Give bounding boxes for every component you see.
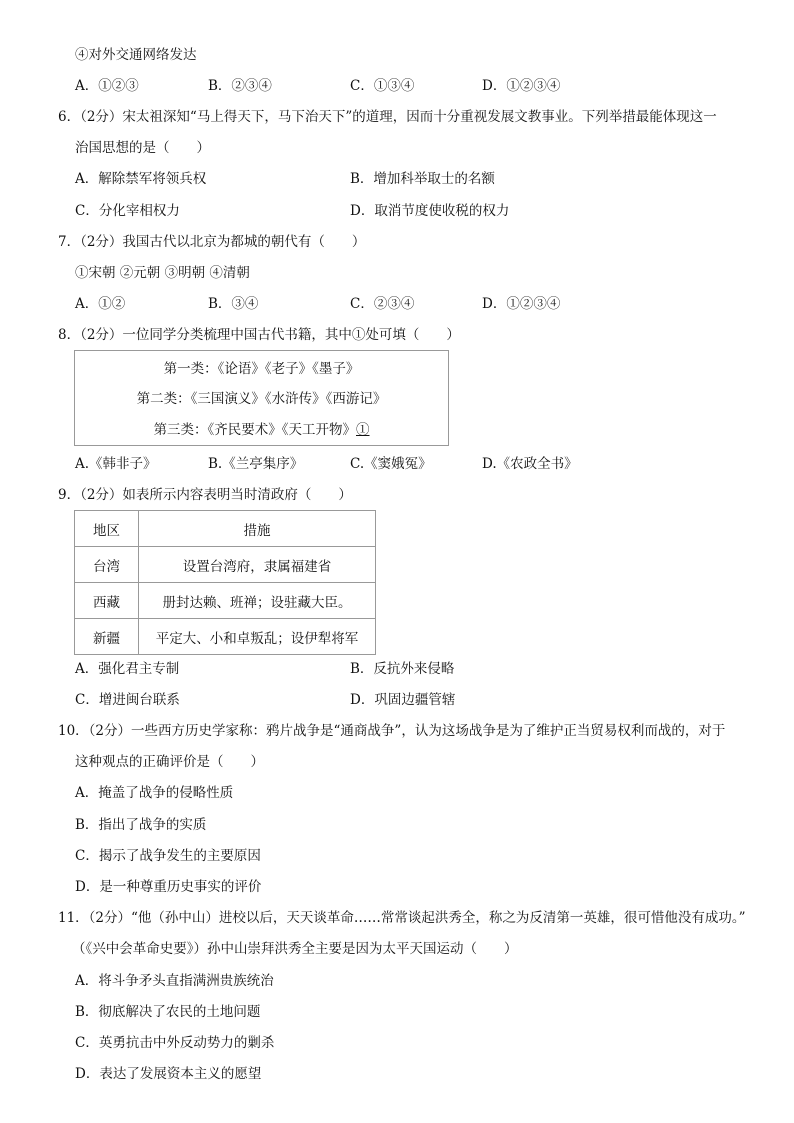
q8-blank-marker: ① xyxy=(356,422,370,438)
table-cell-measure: 设置台湾府，隶属福建省 xyxy=(139,547,376,583)
q7-stem: 7．（2分）我国古代以北京为都城的朝代有（ ） xyxy=(58,234,366,250)
q10-stem-line-2: 这种观点的正确评价是（ ） xyxy=(75,754,264,770)
q5-option-d: D．①②③④ xyxy=(482,78,561,94)
table-cell-measure: 平定大、小和卓叛乱；设伊犁将军 xyxy=(139,619,376,655)
q8-option-d: D.《农政全书》 xyxy=(482,456,578,472)
q9-stem: 9．（2分）如表所示内容表明当时清政府（ ） xyxy=(58,487,352,503)
q10-option-d: D．是一种尊重历史事实的评价 xyxy=(75,879,262,895)
q7-option-d: D．①②③④ xyxy=(482,296,561,312)
table-row xyxy=(75,547,376,583)
q9-option-d: D．巩固边疆管辖 xyxy=(350,692,456,708)
q8-category-2: 第二类：《三国演义》《水浒传》《西游记》 xyxy=(136,391,387,407)
q9-option-a: A．强化君主专制 xyxy=(75,661,180,677)
q6-stem-line-2: 治国思想的是（ ） xyxy=(75,140,210,156)
q7-option-c: C．②③④ xyxy=(350,296,415,312)
table-cell-region: 西藏 xyxy=(75,583,139,619)
q9-option-b: B．反抗外来侵略 xyxy=(350,661,455,677)
q7-option-a: A．①② xyxy=(75,296,126,312)
q8-option-a: A.《韩非子》 xyxy=(75,456,157,472)
q9-option-c: C．增进闽台联系 xyxy=(75,692,180,708)
q6-option-c: C．分化宰相权力 xyxy=(75,203,180,219)
table-cell-region: 台湾 xyxy=(75,547,139,583)
q6-option-a: A．解除禁军将领兵权 xyxy=(75,171,207,187)
q11-option-a: A．将斗争矛头直指满洲贵族统治 xyxy=(75,973,274,989)
table-header-measure: 措施 xyxy=(139,511,376,547)
table-header-row xyxy=(75,511,376,547)
q5-option-b: B．②③④ xyxy=(208,78,272,94)
q8-option-c: C.《窦娥冤》 xyxy=(350,456,432,472)
q5-option-c: C．①③④ xyxy=(350,78,415,94)
q9-policy-table xyxy=(74,510,376,655)
table-header-region: 地区 xyxy=(75,511,139,547)
q11-option-d: D．表达了发展资本主义的愿望 xyxy=(75,1066,262,1082)
q6-stem-line-1: 6．（2分）宋太祖深知“马上得天下，马下治天下”的道理，因而十分重视发展文教事业。下列举措最能体现这一 xyxy=(58,109,717,125)
q8-stem: 8．（2分）一位同学分类梳理中国古代书籍，其中①处可填（ ） xyxy=(58,327,460,343)
q5-option-a: A．①②③ xyxy=(75,78,139,94)
q11-option-c: C．英勇抗击中外反动势力的剿杀 xyxy=(75,1035,275,1051)
q8-category-3-row xyxy=(75,420,448,440)
q6-option-b: B．增加科举取士的名额 xyxy=(350,171,495,187)
table-row xyxy=(75,583,376,619)
q11-stem-line-2: （《兴中会革命史要》）孙中山崇拜洪秀全主要是因为太平天国运动（ ） xyxy=(72,941,518,957)
q10-option-a: A．掩盖了战争的侵略性质 xyxy=(75,785,234,801)
q6-option-d: D．取消节度使收税的权力 xyxy=(350,203,510,219)
q8-category-3: 第三类：《齐民要术》《天工开物》 xyxy=(153,422,356,438)
q10-stem-line-1: 10．（2分）一些西方历史学家称：鸦片战争是“通商战争”，认为这场战争是为了维护正当贸易权利而战的，对于 xyxy=(58,723,726,739)
q7-option-b: B．③④ xyxy=(208,296,259,312)
q5-item-4: ④对外交通网络发达 xyxy=(75,47,197,63)
q11-stem-line-1: 11．（2分）“他（孙中山）进校以后，天天谈革命……常常谈起洪秀全，称之为反清第一英雄，很可惜他没有成功。” xyxy=(58,910,746,926)
table-cell-measure: 册封达赖、班禅；设驻藏大臣。 xyxy=(139,583,376,619)
table-row xyxy=(75,619,376,655)
q11-option-b: B．彻底解决了农民的土地问题 xyxy=(75,1004,261,1020)
q8-option-b: B.《兰亭集序》 xyxy=(208,456,304,472)
q7-items: ①宋朝 ②元朝 ③明朝 ④清朝 xyxy=(75,265,250,281)
table-cell-region: 新疆 xyxy=(75,619,139,655)
q8-book-category-box xyxy=(74,350,449,446)
q8-category-1: 第一类：《论语》《老子》《墨子》 xyxy=(163,361,360,377)
q10-option-b: B．指出了战争的实质 xyxy=(75,817,207,833)
q10-option-c: C．揭示了战争发生的主要原因 xyxy=(75,848,261,864)
